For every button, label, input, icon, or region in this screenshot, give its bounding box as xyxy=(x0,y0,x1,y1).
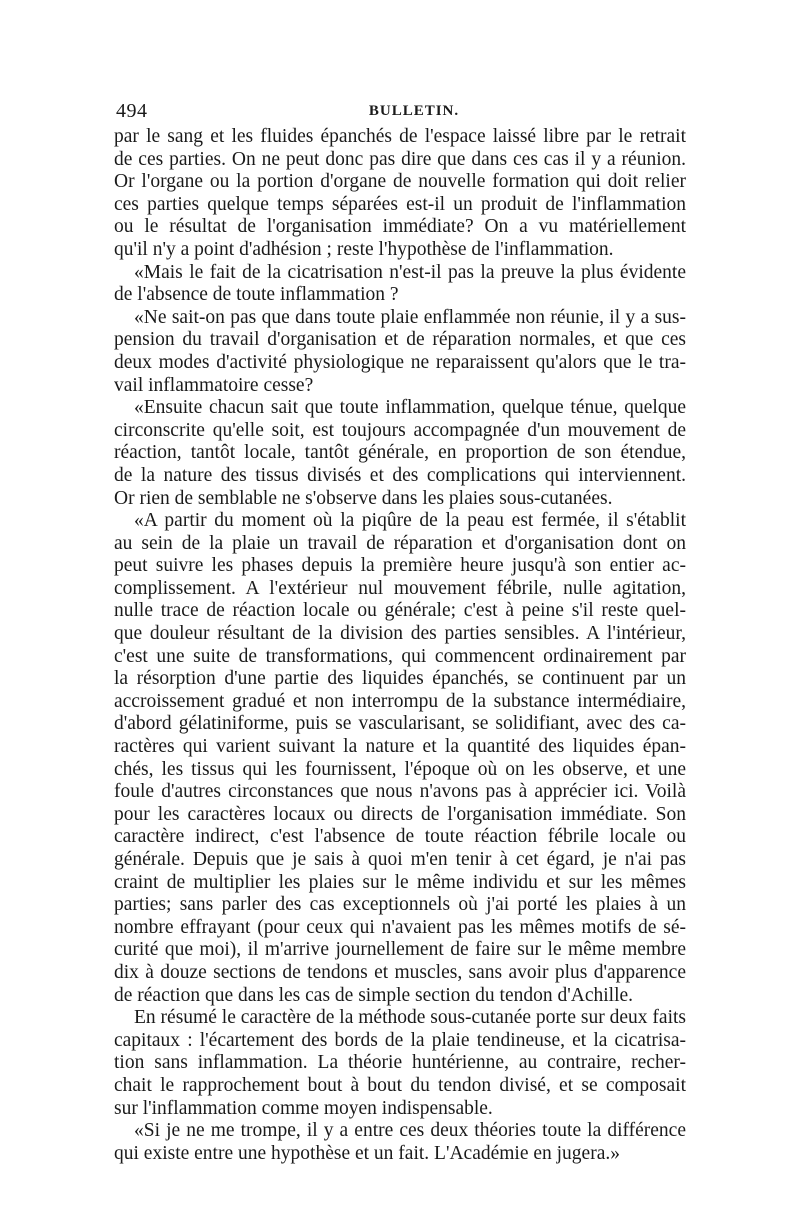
text-line: c'est une suite de transformations, qui commencent ordinairement par xyxy=(114,645,686,667)
text-line: que douleur résultant de la division des parties sensibles. A l'intérieur, xyxy=(114,623,686,645)
text-line: Or l'organe ou la portion d'organe de nouvelle formation qui doit relier xyxy=(114,171,686,193)
text-line: de réaction que dans les cas de simple section du tendon d'Achille. xyxy=(114,984,634,1006)
text-line: nulle trace de réaction locale ou générale; c'est à peine s'il reste quel- xyxy=(114,600,686,622)
text-line: pension du travail d'organisation et de réparation normales, et que ces xyxy=(114,329,686,351)
text-line: craint de multiplier les plaies sur le même individu et sur les mêmes xyxy=(114,871,686,893)
text-line: curité que moi), il m'arrive journellement de faire sur le même membre xyxy=(114,939,686,961)
text-line: chés, les tissus qui les fournissent, l'époque où on les observe, et une xyxy=(114,758,686,780)
text-line: ou le résultat de l'organisation immédiate? On a vu matériellement xyxy=(114,216,686,238)
text-line: «Si je ne me trompe, il y a entre ces deux théories toute la différence xyxy=(134,1120,686,1142)
text-line: parties; sans parler des cas exceptionnels où j'ai porté les plaies à un xyxy=(114,894,686,916)
text-line: ractères qui varient suivant la nature et la quantité des liquides épan- xyxy=(114,736,686,758)
text-line: sur l'inflammation comme moyen indispensable. xyxy=(114,1097,493,1119)
text-line: de la nature des tissus divisés et des complications qui interviennent. xyxy=(114,464,686,486)
text-line: deux modes d'activité physiologique ne reparaissent qu'alors que le tra- xyxy=(114,351,686,373)
text-line: générale. Depuis que je sais à quoi m'en tenir à cet égard, je n'ai pas xyxy=(114,849,686,870)
text-line: réaction, tantôt locale, tantôt générale, en proportion de son étendue, xyxy=(114,442,686,464)
text-line: foule d'autres circonstances que nous n'avons pas à apprécier ici. Voilà xyxy=(114,781,686,803)
text-line: tion sans inflammation. La théorie huntérienne, au contraire, recher- xyxy=(114,1052,686,1074)
text-line: circonscrite qu'elle soit, est toujours accompagnée d'un mouvement de xyxy=(114,419,686,441)
text-line: la résorption d'une partie des liquides épanchés, se continuent par un xyxy=(114,668,686,690)
page-header xyxy=(116,100,686,126)
text-line: qui existe entre une hypothèse et un fait. L'Académie en jugera.» xyxy=(114,1142,620,1164)
text-line: «Ne sait-on pas que dans toute plaie enflammée non réunie, il y a sus- xyxy=(134,306,686,328)
text-line: Or rien de semblable ne s'observe dans les plaies sous-cutanées. xyxy=(114,487,613,509)
text-line: caractère indirect, c'est l'absence de toute réaction fébrile locale ou xyxy=(114,826,686,848)
running-title: BULLETIN. xyxy=(368,103,460,119)
page-number: 494 xyxy=(116,100,148,122)
text-line: d'abord gélatiniforme, puis se vascularisant, se solidifiant, avec des ca- xyxy=(114,713,686,735)
text-line: par le sang et les fluides épanchés de l'espace laissé libre par le retrait xyxy=(114,126,686,147)
paragraph xyxy=(114,262,686,307)
text-line: «Ensuite chacun sait que toute inflammation, quelque ténue, quelque xyxy=(134,397,686,419)
body-text xyxy=(114,126,686,1165)
text-line: «A partir du moment où la piqûre de la peau est fermée, il s'établit xyxy=(134,510,686,532)
text-line: dix à douze sections de tendons et muscles, sans avoir plus d'apparence xyxy=(114,961,686,983)
paragraph xyxy=(114,1120,686,1165)
paragraph xyxy=(114,126,686,262)
text-line: chait le rapprochement bout à bout du tendon divisé, et se composait xyxy=(114,1074,686,1096)
text-line: accroissement gradué et non interrompu de la substance intermédiaire, xyxy=(114,690,686,712)
paragraph xyxy=(114,397,686,510)
text-line: ces parties quelque temps séparées est-il un produit de l'inflammation xyxy=(114,193,686,215)
text-line: «Mais le fait de la cicatrisation n'est-il pas la preuve la plus évidente xyxy=(134,261,686,283)
text-line: qu'il n'y a point d'adhésion ; reste l'hypothèse de l'inflammation. xyxy=(114,238,614,260)
text-line: En résumé le caractère de la méthode sous-cutanée porte sur deux faits xyxy=(134,1007,686,1029)
text-line: au sein de la plaie un travail de réparation et d'organisation dont on xyxy=(114,532,686,554)
paragraph xyxy=(114,307,686,397)
text-line: de l'absence de toute inflammation ? xyxy=(114,284,399,306)
text-line: peut suivre les phases depuis la première heure jusqu'à son entier ac- xyxy=(114,555,686,577)
paragraph xyxy=(114,510,686,1007)
text-line: complissement. A l'extérieur nul mouvement fébrile, nulle agitation, xyxy=(114,577,686,599)
text-line: nombre effrayant (pour ceux qui n'avaient pas les mêmes motifs de sé- xyxy=(114,916,686,938)
text-line: pour les caractères locaux ou directs de l'organisation immédiate. Son xyxy=(114,803,686,825)
paragraph xyxy=(114,1007,686,1120)
text-line: capitaux : l'écartement des bords de la plaie tendineuse, et la cicatrisa- xyxy=(114,1029,686,1051)
text-line: de ces parties. On ne peut donc pas dire que dans ces cas il y a réunion. xyxy=(114,148,686,170)
text-line: vail inflammatoire cesse? xyxy=(114,374,314,396)
